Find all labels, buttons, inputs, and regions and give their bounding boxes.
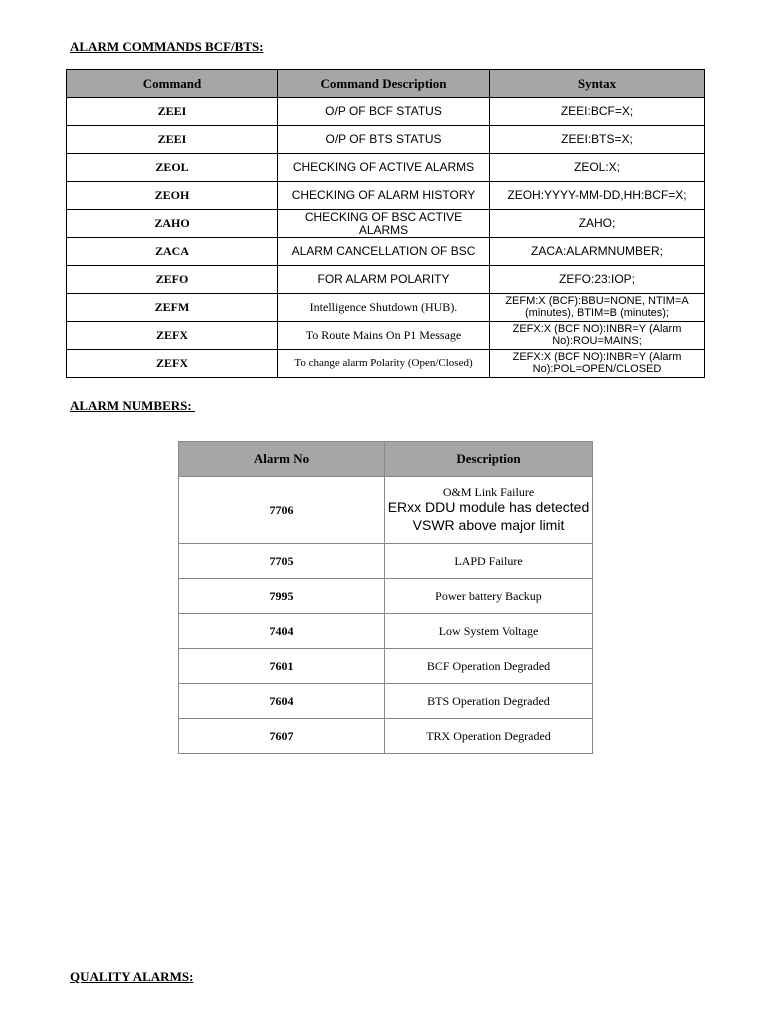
syntax-cell: ZEFX:X (BCF NO):INBR=Y (Alarm No):ROU=MAINS; xyxy=(490,322,705,350)
table-row xyxy=(67,126,705,154)
table-row xyxy=(67,182,705,210)
syntax-cell: ZAHO; xyxy=(490,210,705,238)
syntax-cell: ZEOL:X; xyxy=(490,154,705,182)
description-cell: To Route Mains On P1 Message xyxy=(278,322,490,350)
alarm-number-cell: 7705 xyxy=(179,544,385,579)
alarm-description-cell: Low System Voltage xyxy=(385,614,593,649)
description-cell: CHECKING OF BSC ACTIVE ALARMS xyxy=(278,210,490,238)
alarm-description-cell xyxy=(385,477,593,544)
alarm-numbers-table xyxy=(178,441,593,754)
syntax-cell: ZEFM:X (BCF):BBU=NONE, NTIM=A (minutes), BTIM=B (minutes); xyxy=(490,294,705,322)
table-row xyxy=(67,322,705,350)
description-cell: To change alarm Polarity (Open/Closed) xyxy=(278,350,490,378)
table-row xyxy=(67,294,705,322)
table-row xyxy=(179,544,593,579)
command-cell: ZACA xyxy=(67,238,278,266)
alarm-number-cell: 7607 xyxy=(179,719,385,754)
command-cell: ZEOL xyxy=(67,154,278,182)
command-cell: ZEFX xyxy=(67,322,278,350)
alarm-number-cell: 7995 xyxy=(179,579,385,614)
alarm-description-cell: TRX Operation Degraded xyxy=(385,719,593,754)
table-row xyxy=(67,238,705,266)
table-row xyxy=(179,719,593,754)
table-row xyxy=(67,350,705,378)
table-row xyxy=(179,614,593,649)
syntax-cell: ZEEI:BCF=X; xyxy=(490,98,705,126)
column-header-command: Command xyxy=(67,70,278,98)
alarm-number-cell: 7706 xyxy=(179,477,385,544)
table-row xyxy=(67,154,705,182)
alarm-commands-heading: ALARM COMMANDS BCF/BTS: xyxy=(70,39,264,54)
command-cell: ZAHO xyxy=(67,210,278,238)
alarm-number-cell: 7404 xyxy=(179,614,385,649)
description-cell: CHECKING OF ALARM HISTORY xyxy=(278,182,490,210)
alarm-description-line: O&M Link Failure xyxy=(442,484,535,499)
description-cell: ALARM CANCELLATION OF BSC xyxy=(278,238,490,266)
syntax-cell: ZEFX:X (BCF NO):INBR=Y (Alarm No):POL=OPEN/CLOSED xyxy=(490,350,705,378)
description-cell: CHECKING OF ACTIVE ALARMS xyxy=(278,154,490,182)
column-header-syntax: Syntax xyxy=(490,70,705,98)
command-cell: ZEFX xyxy=(67,350,278,378)
alarm-number-cell: 7604 xyxy=(179,684,385,719)
description-cell: Intelligence Shutdown (HUB). xyxy=(278,294,490,322)
command-cell: ZEFO xyxy=(67,266,278,294)
alarm-numbers-heading: ALARM NUMBERS: xyxy=(70,398,195,413)
column-header-description: Command Description xyxy=(278,70,490,98)
table-row xyxy=(67,210,705,238)
alarm-number-cell: 7601 xyxy=(179,649,385,684)
syntax-cell: ZEOH:YYYY-MM-DD,HH:BCF=X; xyxy=(490,182,705,210)
table-row xyxy=(179,579,593,614)
alarm-description-cell: BCF Operation Degraded xyxy=(385,649,593,684)
table-row xyxy=(179,684,593,719)
description-cell: O/P OF BTS STATUS xyxy=(278,126,490,154)
quality-alarms-heading: QUALITY ALARMS: xyxy=(70,969,194,984)
command-cell: ZEEI xyxy=(67,126,278,154)
alarm-description-cell: LAPD Failure xyxy=(385,544,593,579)
description-cell: FOR ALARM POLARITY xyxy=(278,266,490,294)
table-row xyxy=(179,649,593,684)
command-cell: ZEFM xyxy=(67,294,278,322)
syntax-cell: ZACA:ALARMNUMBER; xyxy=(490,238,705,266)
table-row xyxy=(67,266,705,294)
table-row xyxy=(67,98,705,126)
alarm-description-cell: BTS Operation Degraded xyxy=(385,684,593,719)
table-header-row xyxy=(179,442,593,477)
column-header-description: Description xyxy=(385,442,593,477)
syntax-cell: ZEEI:BTS=X; xyxy=(490,126,705,154)
table-row xyxy=(179,477,593,544)
command-cell: ZEEI xyxy=(67,98,278,126)
alarm-description-cell: Power battery Backup xyxy=(385,579,593,614)
column-header-alarm-no: Alarm No xyxy=(179,442,385,477)
description-cell: O/P OF BCF STATUS xyxy=(278,98,490,126)
command-cell: ZEOH xyxy=(67,182,278,210)
alarm-description-extra: ERxx DDU module has detected VSWR above major limit xyxy=(387,499,590,534)
syntax-cell: ZEFO:23:IOP; xyxy=(490,266,705,294)
alarm-commands-table xyxy=(66,69,705,378)
table-header-row xyxy=(67,70,705,98)
